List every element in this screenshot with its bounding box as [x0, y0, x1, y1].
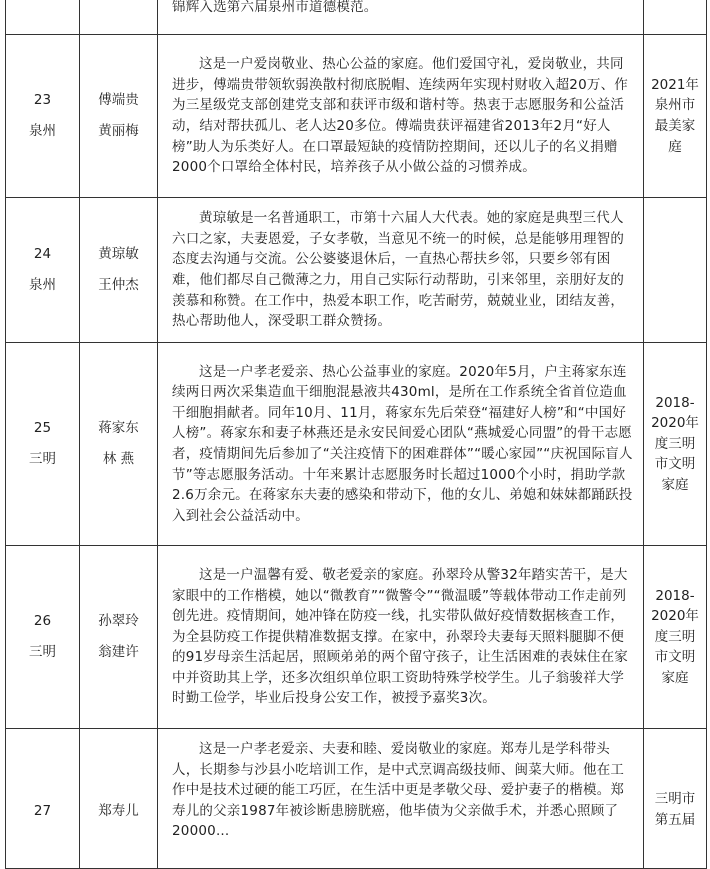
row-desc: 这是一户孝老爱亲、夫妻和睦、爱岗敬业的家庭。郑寿儿是学科带头人，长期参与沙县小吃培训工作，是中式烹调高级技师、闽菜大师。他在工作中是技术过硬的能工巧匠，在生活中更是孝敬父母、爱护妻子的楷模。郑寿儿的父亲1987年被诊断患膀胱癌，他毕债为父亲做手术，并悉心照顾了20000... [172, 741, 625, 840]
num-cell [6, 546, 80, 729]
table-row [6, 198, 707, 343]
num-cell [6, 0, 80, 35]
honor-cell [644, 0, 707, 35]
members-cell [80, 546, 158, 729]
honor-line: 泉州市 [654, 97, 696, 114]
row-number: 26 [33, 613, 52, 630]
row-number: 27 [33, 803, 52, 819]
honor-line: 家庭 [661, 476, 689, 493]
row-desc: 锦辉入选第六届泉州市道德模范。 [172, 0, 378, 16]
honor-line: 2020年 [651, 415, 699, 432]
table-row [6, 343, 707, 546]
honor-line: 2020年 [651, 608, 699, 625]
desc-cell [158, 546, 644, 729]
table-row [6, 35, 707, 198]
table-row [6, 729, 707, 869]
member-name: 王仲杰 [98, 277, 139, 293]
honor-line: 2018- [655, 394, 695, 411]
members-cell [80, 198, 158, 343]
row-desc: 黄琼敏是一名普通职工，市第十六届人大代表。她的家庭是典型三代人六口之家，夫妻恩爱，子女孝敬，当意见不统一的时候，总是能够用理智的态度去沟通与交流。公公婆婆退休后，一直热心帮扶乡邻，只要乡邻有困难，他们都尽自己微薄之力，用自己实际行动帮助，引来邻里，亲朋好友的羡慕和称赞。在工作中，热爱本职工作，吃苦耐劳，兢兢业业，团结友善，热心帮助他人，深受职工群众赞扬。 [172, 210, 625, 330]
members-cell [80, 35, 158, 198]
desc-cell [158, 343, 644, 546]
honor-cell [644, 546, 707, 729]
member-name: 林 燕 [102, 451, 135, 467]
member-name: 蒋家东 [98, 420, 139, 437]
honor-line: 第五届 [654, 811, 696, 828]
member-name: 黄丽梅 [98, 123, 139, 139]
row-desc: 这是一户爱岗敬业、热心公益的家庭。他们爱国守礼，爱岗敬业，共同进步，傅端贵带领软弱涣散村彻底脱帽、连续两年实现村财收入超20万、作为三星级党支部创建党支部和获评市级和谐村等。热衷于志愿服务和公益活动，结对帮扶孤儿、老人达20多位。傅端贵获评福建省2013年2月“好人榜”助人为乐类好人。在口罩最短缺的疫情防控期间，还以儿子的名义捐赠2000个口罩给全体村民，培养孩子从小做公益的习惯养成。 [172, 56, 628, 176]
row-number: 25 [33, 420, 52, 437]
honor-cell [644, 35, 707, 198]
row-city: 泉州 [29, 123, 56, 139]
honor-line: 度三明 [654, 628, 696, 645]
row-desc: 这是一户温馨有爱、敬老爱亲的家庭。孙翠玲从警32年踏实苦干，是大家眼中的工作楷模，她以“微教育”“微警令”“微温暖”等载体带动工作走前列创先进。疫情期间，她冲锋在防疫一线，扎实带队做好疫情数据核查工作，为全县防疫工作提供精准数据支撑。在家中，孙翠玲夫妻每天照料腿脚不便的91岁母亲生活起居，照顾弟弟的两个留守孩子，让生活困难的表妹住在家中并资助其上学，还多次组织单位职工资助特殊学校学生。儿子翁骏祥大学时勤工俭学，毕业后投身公安工作，被授予嘉奖3次。 [172, 566, 628, 707]
members-cell [80, 343, 158, 546]
honor-line: 2018- [655, 587, 695, 604]
row-number: 24 [33, 246, 52, 263]
num-cell [6, 198, 80, 343]
row-city: 三明 [29, 644, 56, 660]
honor-line: 市文明 [654, 456, 696, 473]
desc-cell [158, 198, 644, 343]
member-name: 翁建许 [98, 644, 139, 660]
table-row [6, 0, 707, 35]
num-cell [6, 35, 80, 198]
row-number: 23 [33, 92, 52, 109]
honor-line: 最美家 [654, 118, 696, 134]
row-city: 泉州 [29, 277, 56, 293]
honor-line: 家庭 [661, 669, 689, 686]
honor-line: 市文明 [654, 649, 696, 666]
members-cell [80, 0, 158, 35]
table-row [6, 546, 707, 729]
desc-cell [158, 729, 644, 869]
honor-line: 三明市 [654, 791, 696, 807]
honor-cell [644, 198, 707, 343]
honor-cell [644, 343, 707, 546]
honor-line: 度三明 [654, 435, 696, 452]
desc-cell [158, 35, 644, 198]
member-name: 孙翠玲 [98, 613, 139, 630]
num-cell [6, 343, 80, 546]
member-name: 傅端贵 [98, 92, 139, 109]
honor-cell [644, 729, 707, 869]
member-name: 郑寿儿 [98, 803, 139, 819]
honor-line: 2021年 [651, 76, 699, 93]
row-city: 三明 [29, 451, 56, 467]
num-cell [6, 729, 80, 869]
row-desc: 这是一户孝老爱亲、热心公益事业的家庭。2020年5月，户主蒋家东连续两日两次采集造血干细胞混悬液共430ml，是所在工作系统全省首位造血干细胞捐献者。同年10月、11月，蒋家东先后荣登“福建好人榜”和“中国好人榜”。蒋家东和妻子林燕还是永安民间爱心团队“燕城爱心同盟”的骨干志愿者，疫情期间先后参加了“关注疫情下的困难群体”“暖心家园”“庆祝国际盲人节”等志愿服务活动。十年来累计志愿服务时长超过1000个小时，捐助学款2.6万余元。在蒋家东夫妻的感染和带动下，他的女儿、弟媳和妹妹都踊跃投入到社会公益活动中。 [172, 363, 633, 524]
honor-line: 庭 [668, 138, 682, 155]
families-table [5, 0, 707, 869]
member-name: 黄琼敏 [98, 246, 139, 263]
members-cell [80, 729, 158, 869]
desc-cell [158, 0, 644, 35]
